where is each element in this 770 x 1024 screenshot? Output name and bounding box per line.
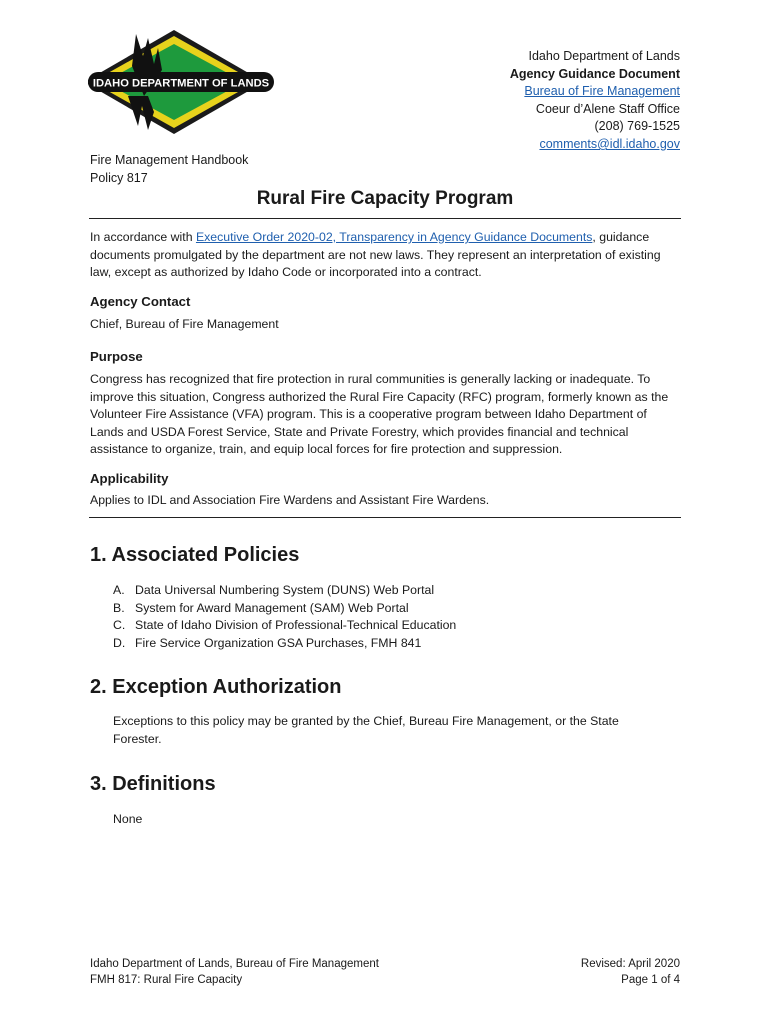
definitions-text: None xyxy=(113,812,143,826)
exception-authorization-heading: 2. Exception Authorization xyxy=(90,676,342,698)
handbook-label xyxy=(90,152,248,187)
list-item: A. Data Universal Numbering System (DUNS) Web Portal xyxy=(113,583,435,597)
footer-revised: Revised: April 2020 xyxy=(580,958,680,970)
idl-logo-graphic xyxy=(88,26,278,138)
associated-policies-heading: 1. Associated Policies xyxy=(90,544,300,566)
list-item: B. System for Award Management (SAM) Web Portal xyxy=(113,600,409,615)
definitions-heading: 3. Definitions xyxy=(90,773,216,795)
contact-phone: (208) 769-1525 xyxy=(594,119,680,134)
footer-policy: FMH 817: Rural Fire Capacity xyxy=(90,974,243,986)
associated-policies-list xyxy=(113,582,456,652)
intro-prefix: In accordance with xyxy=(90,230,196,244)
applicability-heading: Applicability xyxy=(90,471,169,486)
footer-department: Idaho Department of Lands, Bureau of Fire Management xyxy=(90,958,379,970)
purpose-text: Congress has recognized that fire protection in rural communities is generally lacking or inadequate. To improve this situation, Congress authorized the Rural Fire Capacity (RFC) program, formerly known as the Volunteer Fire Assistance (VFA) program. This is a cooperative program between Idaho Department of Lands and USDA Forest Service, State and Private Forestry, which provides financial and technical assistance to organize, train, and equip local forces for fire protection and suppression. xyxy=(90,372,669,456)
agency-contact-text: Chief, Bureau of Fire Management xyxy=(90,317,279,331)
list-item: C. State of Idaho Division of Professional-Technical Education xyxy=(113,618,457,632)
section-divider xyxy=(89,517,681,518)
bureau-link[interactable]: Bureau of Fire Management xyxy=(524,84,680,99)
policy-number: Policy 817 xyxy=(90,170,148,185)
footer-left xyxy=(90,956,379,988)
agency-contact-heading: Agency Contact xyxy=(90,294,191,309)
exception-authorization-text: Exceptions to this policy may be granted by the Chief, Bureau Fire Management, or the State Forester. xyxy=(113,714,619,746)
contact-org: Idaho Department of Lands xyxy=(528,49,680,63)
idl-logo xyxy=(88,26,278,138)
applicability-text: Applies to IDL and Association Fire Wardens and Assistant Fire Wardens. xyxy=(90,493,490,507)
intro-suffix: , guidance documents promulgated by the department are not new laws. They represent an interpretation of existing law, except as authorized by Idaho Code or incorporated into a contract. xyxy=(90,230,661,279)
intro-paragraph xyxy=(90,229,682,282)
contact-doc-type: Agency Guidance Document xyxy=(509,66,680,81)
purpose-heading: Purpose xyxy=(90,349,143,364)
contact-office: Coeur d’Alene Staff Office xyxy=(535,101,680,116)
title-divider xyxy=(89,218,681,219)
logo-text: IDAHO DEPARTMENT OF LANDS xyxy=(92,77,270,90)
footer-page-number: Page 1 of 4 xyxy=(621,974,680,986)
executive-order-link[interactable]: Executive Order 2020-02, Transparency in Agency Guidance Documents xyxy=(195,230,593,244)
email-link[interactable]: comments@idl.idaho.gov xyxy=(539,136,680,151)
contact-block xyxy=(510,48,680,154)
page-title: Rural Fire Capacity Program xyxy=(256,188,514,209)
list-item: D. Fire Service Organization GSA Purchases, FMH 841 xyxy=(113,635,422,650)
handbook-name: Fire Management Handbook xyxy=(90,153,249,167)
footer-right xyxy=(581,956,680,988)
